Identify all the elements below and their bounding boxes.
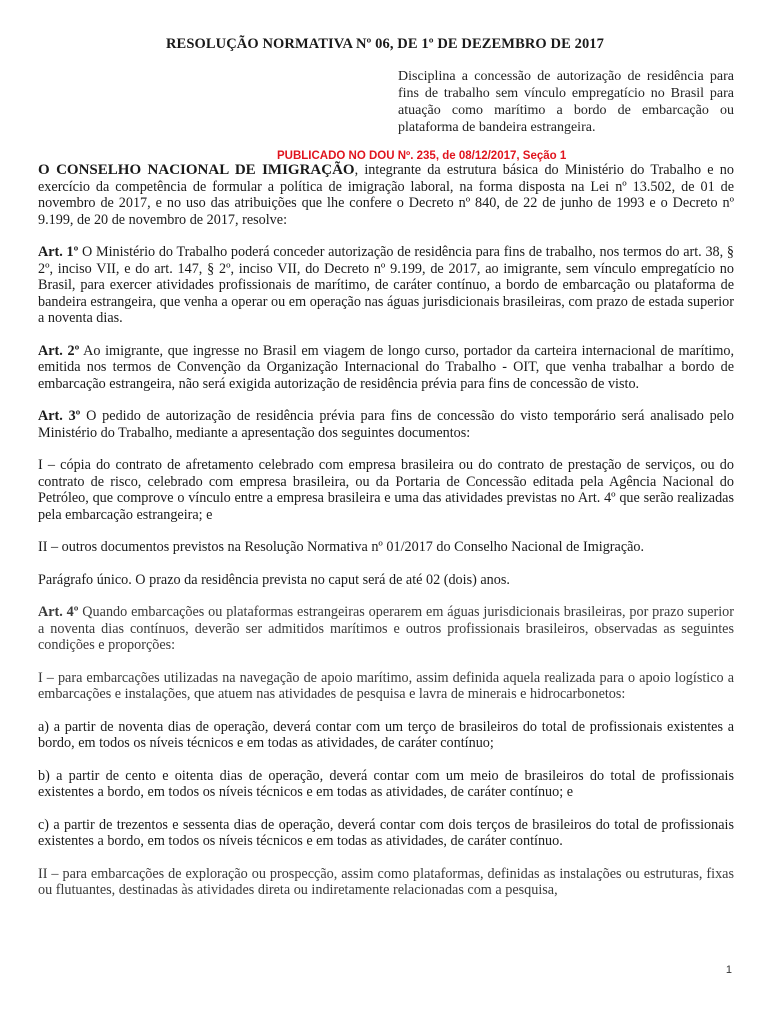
article-3-item-2: II – outros documentos previstos na Resolução Normativa nº 01/2017 do Conselho Nacional de Imigração. (38, 539, 645, 555)
article-4-item-1: I – para embarcações utilizadas na navegação de apoio marítimo, assim definida aquela realizada para o apoio logístico a embarcações e instalações, que atuem nas atividades de pesquisa e lavra de minerais e hidrocarbonetos: (38, 669, 734, 702)
article-3 (38, 408, 734, 441)
article-1-label: Art. 1º (38, 244, 79, 260)
article-4-text: Quando embarcações ou plataformas estrangeiras operarem em águas jurisdicionais brasileiras, por prazo superior a noventa dias contínuos, deverão ser admitidos marítimos e outros profissionais brasileiros, observadas as seguintes condições e proporções: (38, 604, 734, 653)
article-4-item-c: c) a partir de trezentos e sessenta dias de operação, deverá contar com dois terços de brasileiros do total de profissionais existentes a bordo, em todos os níveis técnicos e em todas as atividades, de caráter contínuo. (38, 816, 734, 849)
article-3-item-1: I – cópia do contrato de afretamento celebrado com empresa brasileira ou do contrato de prestação de serviços, ou do contrato de risco, celebrado com empresa brasileira, ou da Portaria de Concessão editada pela Agência Nacional do Petróleo, que comprove o vínculo entre a empresa brasileira e uma das atividades previstas no Art. 4º que serão realizadas pela embarcação estrangeira; e (38, 457, 734, 523)
preamble-text: , integrante da estrutura básica do Ministério do Trabalho e no exercício da competência de formular a política de imigração laboral, na forma disposta na Lei nº 13.502, de 01 de novembro de 2017, e no uso das atribuições que lhe confere o Decreto nº 840, de 22 de junho de 1993 e o Decreto nº 9.199, de 20 de novembro de 2017, resolve: (38, 162, 734, 228)
document-body (38, 162, 734, 899)
preamble-lead: O CONSELHO NACIONAL DE IMIGRAÇÃO (38, 162, 355, 178)
article-1-text: O Ministério do Trabalho poderá conceder autorização de residência para fins de trabalho, nos termos do art. 38, § 2º, inciso VII, e do art. 147, § 2º, inciso VII, do Decreto nº 9.199, de 2017, ao imigrante, sem vínculo empregatício no Brasil, para exercer atividades profissionais de marítimo, de caráter contínuo, a bordo de embarcação ou plataforma de bandeira estrangeira, que venha a operar ou em operação nas águas jurisdicionais brasileiras, com prazo de estada superior a noventa dias. (38, 244, 734, 326)
article-3-label: Art. 3º (38, 408, 81, 424)
article-4-label: Art. 4º (38, 604, 79, 620)
ementa: Disciplina a concessão de autorização de residência para fins de trabalho sem vínculo empregatício no Brasil para atuação como marítimo a bordo de embarcação ou plataforma de bandeira estrangeira. (398, 69, 734, 135)
article-4-item-2: II – para embarcações de exploração ou prospecção, assim como plataformas, definidas as instalações ou estruturas, fixas ou flutuantes, destinadas às atividades direta ou indiretamente relacionadas com a pesquisa, (38, 865, 734, 898)
article-3-text: O pedido de autorização de residência prévia para fins de concessão do visto temporário será analisado pelo Ministério do Trabalho, mediante a apresentação dos seguintes documentos: (38, 408, 734, 441)
article-4 (38, 604, 734, 654)
article-4-item-b: b) a partir de cento e oitenta dias de operação, deverá contar com um meio de brasileiros do total de profissionais existentes a bordo, em todos os níveis técnicos e em todas as atividades, de caráter contínuo; e (38, 767, 734, 800)
article-3-sole-paragraph: Parágrafo único. O prazo da residência prevista no caput será de até 02 (dois) anos. (38, 571, 510, 588)
article-4-item-a: a) a partir de noventa dias de operação, deverá contar com um terço de brasileiros do total de profissionais existentes a bordo, em todos os níveis técnicos e em todas as atividades, de caráter contínuo; (38, 718, 734, 751)
article-2-label: Art. 2º (38, 342, 80, 359)
page-number: 1 (725, 964, 732, 976)
article-2-text: Ao imigrante, que ingresse no Brasil em viagem de longo curso, portador da carteira internacional de marítimo, emitida nos termos de Convenção da Organização Internacional do Trabalho - OIT, que venha trabalhar a bordo de embarcação estrangeira, não será exigida autorização de residência prévia para fins de concessão de visto. (38, 342, 734, 392)
publication-note: PUBLICADO NO DOU Nº. 235, de 08/12/2017, Seção 1 (277, 150, 567, 162)
article-2 (38, 343, 734, 393)
document-title: RESOLUÇÃO NORMATIVA Nº 06, DE 1º DE DEZEMBRO DE 2017 (165, 36, 604, 52)
preamble (38, 162, 734, 228)
article-1 (38, 244, 734, 327)
